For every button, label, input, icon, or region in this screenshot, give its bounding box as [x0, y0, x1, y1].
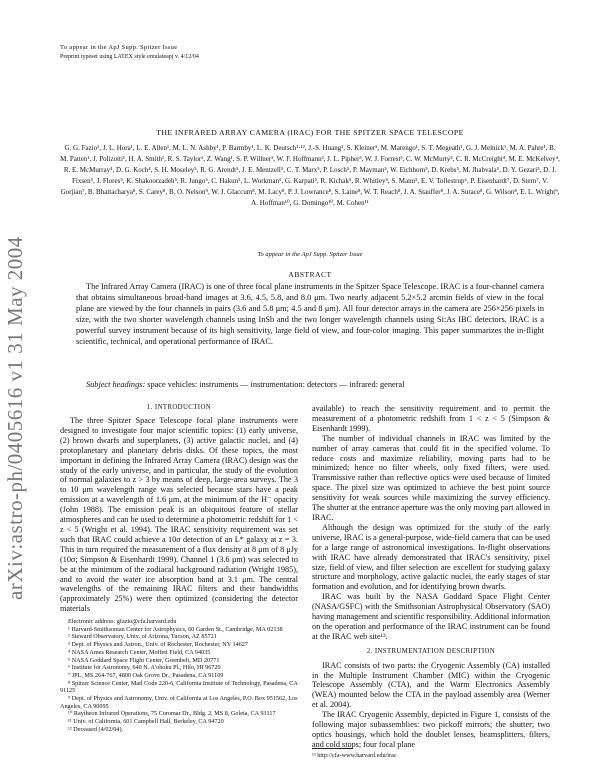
footnote-url: ¹³ http://cfa-www.harvard.edu/irac: [312, 752, 397, 759]
arxiv-identifier: arXiv:astro-ph/0405616 v1 31 May 2004: [3, 236, 27, 600]
footnote: ¹⁰ Raytheon Infrared Operations, 75 Coromar Dr., Bldg. 2, MS 8, Goleta, CA 93117: [68, 710, 276, 718]
footnote: ¹² Deceased (4/02/04).: [68, 725, 124, 733]
preprint-note: Preprint typeset using LATEX style emulateapj v. 4/12/04: [60, 54, 199, 60]
footnote: ⁵ NASA Goddard Space Flight Center, Greenbelt, MD 20771: [68, 656, 220, 664]
intro-paragraph-continued: available) to reach the sensitivity requirement and to permit the measurement of a photometric redshift from 1 < z < 5 (Simpson & Eisenhardt 1999).: [312, 404, 550, 433]
instrument-paragraph-2: The IRAC Cryogenic Assembly, depicted in Figure 1, consists of the following major subassemblies: two pickoff mirrors; the shutter; two optics housings, which hold the doublet lenses, beamsplitters, filters, and cold stops; four focal plane: [312, 710, 550, 749]
subject-headings-text: space vehicles: instruments — instrumentation: detectors — infrared: general: [145, 380, 405, 389]
subject-headings: [76, 380, 544, 389]
footnotes-left: [60, 618, 298, 734]
footnote: ⁸ Spitzer Science Center, Mail Code 220-6, California Institute of Technology, Pasadena, CA 91125: [60, 679, 298, 695]
intro-paragraph-2: The number of individual channels in IRAC was limited by the number of array cameras that could fit in the specified volume. To reduce costs and maximize reliability, moving parts had to be minimized; hence no filter wheels, only fixed filters, were used. Transmissive rather than reflective optics were used because of limited space. The pixel size was optimized to achieve the best point source sensitivity for weak sources while maximizing the survey efficiency. The shutter at the entrance aperture was the only moving part allowed in IRAC.: [312, 433, 550, 522]
footnote: ⁴ NASA Ames Research Center, Moffett Field, CA 94035: [68, 648, 211, 656]
journal-header: To appear in the ApJ Supp. Spitzer Issue: [60, 44, 178, 51]
intro-paragraph-4: IRAC was built by the NASA Goddard Space Flight Center (NASA/GSFC) with the Smithsonian Astrophysical Observatory (SAO) having management and scientific responsibility. Additional information on the operation and performance of the IRAC instrument can be found at the IRAC web site¹³.: [312, 592, 550, 641]
footnote: ² Steward Observatory, Univ. of Arizona, Tucson, AZ 85721: [68, 633, 217, 641]
paper-title: THE INFRARED ARRAY CAMERA (IRAC) FOR THE SPITZER SPACE TELESCOPE: [156, 128, 464, 137]
intro-paragraph-3: Although the design was optimized for the study of the early universe, IRAC is a general-purpose, wide-field camera that can be used for a large range of astronomical investigations. In-flight observations with IRAC have already demonstrated that IRAC's sensitivity, pixel size, field of view, and filter selection are excellent for studying galaxy structure and morphology, active galactic nuclei, the early stages of star formation and evolution, and for identifying brown dwarfs.: [312, 522, 550, 592]
footnote: ⁹ Dept. of Physics and Astronomy, Univ. of California at Los Angeles, P.O. Box 951562, Los Angeles, CA 90095: [60, 695, 298, 710]
footnote: ⁷ JPL, MS 264-767, 4800 Oak Grove Dr., Pasadena, CA 91109: [68, 671, 224, 679]
arxiv-sidebar: [3, 160, 27, 600]
footnote: ³ Dept. of Physics and Astron., Univ. of Rochester, Rochester, NY 14627: [68, 641, 248, 649]
section-heading-instrumentation: 2. INSTRUMENTATION DESCRIPTION: [366, 647, 496, 655]
subject-headings-label: Subject headings:: [86, 380, 146, 389]
appear-note: To appear in the ApJ Supp. Spitzer Issue: [257, 251, 363, 258]
instrument-paragraph-1: IRAC consists of two parts: the Cryogenic Assembly (CA) installed in the Multiple Instrument Chamber (MIC) within the Cryogenic Telescope Assembly (CTA), and the Warm Electronics Assembly (WEA) mounted below the CTA in the payload assembly area (Werner et al. 2004).: [312, 660, 550, 710]
intro-paragraph-1: The three Spitzer Space Telescope focal plane instruments were designed to investigate four major scientific topics: (1) early universe, (2) brown dwarfs and superplanets, (3) active galactic nuclei, and (4) protoplanetary and planetary debris disks. Of these topics, the most important in defining the Infrared Array Camera (IRAC) design was the study of the early universe, and in particular, the study of the evolution of normal galaxies to z > 3 by means of deep, large-area surveys. The 3 to 10 μm wavelength range was selected because stars have a peak emission at a wavelength of 1.6 μm, at the minimum of the H⁻ opacity (John 1988). The emission peak is an ubiquitous feature of stellar atmospheres and can be used to determine a photometric redshift for 1 < z < 5 (Wright et al. 1994). The IRAC sensitivity requirement was set such that IRAC could achieve a 10σ detection of an L* galaxy at z = 3. This in turn required the measurement of a flux density at 8 μm of 8 μJy (10σ; Simpson & Eisenhardt 1999). Channel 1 (3.6 μm) was selected to be at the minimum of the zodiacal background radiation (Wright 1985), and to avoid the water ice absorption band at 3.1 μm. The central wavelengths of the remaining IRAC filters and their bandwidths (approximately 25%) were then optimized (considering the detector materials: [60, 416, 298, 614]
abstract-text: The Infrared Array Camera (IRAC) is one of three focal plane instruments in the Spitzer Space Telescope. IRAC is a four-channel camera that obtains simultaneous broad-band images at 3.6, 4.5, 5.8, and 8.0 μm. Two nearly adjacent 5.2×5.2 arcmin fields of view in the focal plane are viewed by the four channels in pairs (3.6 and 5.8 μm; 4.5 and 8 μm). All four detector arrays in the camera are 256×256 pixels in size, with the two shorter wavelength channels using InSb and the two longer wavelength channels using Si:As IBC detectors. IRAC is a powerful survey instrument because of its high sensitivity, large field of view, and four-color imaging. This paper summarizes the in-flight scientific, technical, and operational performance of IRAC.: [76, 282, 544, 346]
footnote-rule: [312, 748, 352, 749]
footnote: Electronic address: gfazio@cfa.harvard.edu: [68, 618, 177, 625]
right-column: [312, 404, 550, 750]
footnote: ¹¹ Univ. of California, 601 Campbell Hall, Berkeley, CA 94720: [68, 718, 224, 726]
abstract-heading: ABSTRACT: [288, 270, 332, 279]
author-list: G. G. Fazio¹, J. L. Hora¹, L. E. Allen¹, M. L. N. Ashby¹, P. Barmby¹, L. K. Deutsch¹·¹², J.-S. Huang¹, S. Kleiner¹, M. Marengo¹, S. T. Megeath¹, G. J. Melnick¹, M. A. Pahre¹, B. M. Patten¹, J. Polizotti¹, H. A. Smith¹, R. S. Taylor¹, Z. Wang¹, S. P. Willner¹, W. F. Hoffmann², J. L. Pipher³, W. J. Forrest³, C. W. McMurty³, C. R. McCreight⁴, M. E. McKelvey⁴, R. E. McMurray⁴, D. G. Koch⁴, S. H. Moseley⁵, R. G. Arendt⁵, J. E. Mentzell⁵, C. T. Marx⁵, P. Losch⁵, P. Mayman⁵, W. Eichhorn⁵, D. Krebs⁵, M. Jhabvala⁵, D. Y. Gezari⁵, D. J. Fixsen⁵, J. Flores⁵, K. Shakoorzadeh⁵, R. Jungo⁵, C. Hakun⁵, L. Workman⁵, G. Karpati⁵, R. Kichak⁵, R. Whitley⁵, S. Mann⁵, E. V. Tollestrup⁶, P. Eisenhardt⁷, D. Stern⁷, V. Gorjian⁷, B. Bhattacharya⁸, S. Carey⁸, B. O. Nelson⁹, W. J. Glaccum⁸, M. Lacy⁸, P. J. Lowrance⁸, S. Laine⁸, W. T. Reach⁸, J. A. Stauffer⁸, J. A. Surace⁸, G. Wilson⁸, E. L. Wright⁹, A. Hoffman¹⁰, G. Domingo¹⁰, M. Cohen¹¹: [60, 144, 560, 207]
left-column: [60, 416, 298, 614]
section-heading-introduction: 1. INTRODUCTION: [146, 404, 212, 411]
footnote: ⁶ Institute for Astronomy, 640 N. A'ohoku Pl., Hilo, HI 96720: [68, 664, 221, 672]
footnote: ¹ Harvard-Smithsonian Center for Astrophysics, 60 Garden St., Cambridge, MA 02138: [68, 625, 283, 633]
